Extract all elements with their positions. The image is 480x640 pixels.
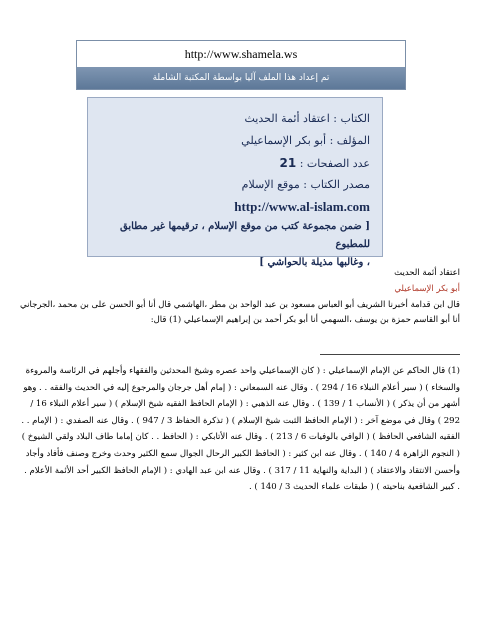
pages-value: 21 — [279, 156, 297, 170]
footnote-text: (1) قال الحاكم عن الإمام الإسماعيلي : ( كان الإسماعيلي واحد عصره وشيخ المحدثين والفقهاء وأجلهم في الرئاسة والمروءة والسخاء ) ( سير أعلام النبلاء 16 / 294 ) . وقال عنه السمعاني : ( إمام أهل جرجان والمرجوع إليه في الحديث والفقه . . وهو أشهر من أن يذكر ) ( الأنساب 1 / 139 ) . وقال عنه الذهبي : ( الإمام الحافظ الفقيه شيخ الإسلام ) ( سير أعلام النبلاء 16 / 292 ) وقال في موضع آخر : ( الإمام الحافظ الثبت شيخ الإسلام ) ( تذكرة الحفاظ 3 / 947 ) . وقال عنه الصفدي : ( الإمام . . الفقيه الشافعي الحافظ ) ( الوافي بالوفيات 6 / 213 ) . وقال عنه الأتابكي : ( الحافظ . . كان إماما طاف البلاد ولقي الشيوخ ) ( النجوم الزاهرة 4 / 140 ) . وقال عنه ابن كثير : ( الحافظ الكبير الرحال الجوال سمع الكثير وحدث وخرج وصنف فأفاد وأجاد وأحسن الانتقاد والاعتقاد ) ( البداية والنهاية 11 / 317 ) . وقال عنه ابن عبد الهادي : ( الإمام الحافظ الكبير أحد الأئمة الأعلام . . كبير الشافعية بناحيته ) ( طبقات علماء الحديث 3 / 140 ) . — [21, 366, 460, 493]
title-value: اعتقاد أئمة الحديث — [244, 112, 330, 125]
source-line — [100, 174, 370, 196]
author-label: المؤلف : — [329, 134, 370, 147]
author-value: أبو بكر الإسماعيلي — [241, 134, 327, 147]
pages-line — [100, 152, 370, 174]
author-line — [100, 130, 370, 152]
pages-label: عدد الصفحات : — [299, 157, 370, 170]
author-name-heading: أبو بكر الإسماعيلي — [394, 284, 460, 294]
header-band: تم إعداد هذا الملف آليا بواسطة المكتبة الشاملة — [77, 67, 405, 89]
header-url[interactable]: http://www.shamela.ws — [77, 41, 405, 67]
book-title-heading: اعتقاد أئمة الحديث — [394, 268, 460, 278]
shamela-header — [76, 40, 406, 90]
note-line-2: ، وغالبها مذيلة بالحواشي ] — [259, 257, 370, 268]
title-label: الكتاب : — [333, 112, 370, 125]
title-line — [100, 108, 370, 130]
source-label: مصدر الكتاب : — [303, 178, 370, 191]
chain-paragraph: قال ابن قدامة أخبرنا الشريف أبو العباس مسعود بن عبد الواحد بن مطر ،الهاشمي قال أنا أبو الحسن على بن محمد ،الجرجاني أنا أبو القاسم حمزة بن يوسف ،السهمي أنا أبو بكر أحمد بن إبراهيم الإسماعيلي (1) قال: — [20, 300, 460, 325]
book-info-box — [87, 97, 383, 268]
main-text — [20, 266, 460, 328]
source-url-link[interactable]: http://www.al-islam.com — [234, 199, 370, 214]
source-value: موقع الإسلام — [241, 178, 300, 191]
footnote-divider — [320, 354, 460, 355]
note-line-1: [ ضمن مجموعة كتب من موقع الإسلام ، ترقيمها غير مطابق للمطبوع — [120, 221, 370, 250]
